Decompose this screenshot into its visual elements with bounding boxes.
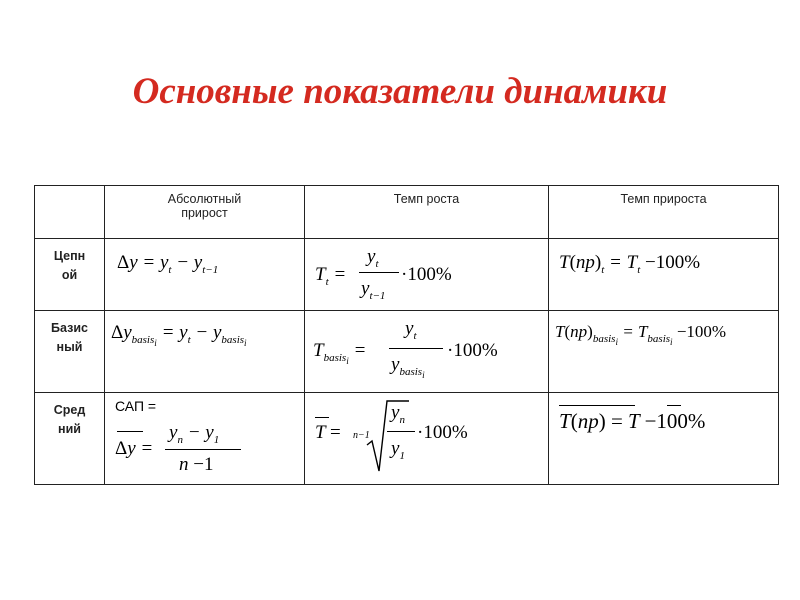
table-row-average bbox=[35, 393, 779, 485]
formula-basis-growth: $T_{basis_i}$ = $y_t$ $y_{basis_i}$ ·100% bbox=[305, 311, 549, 393]
formula-chain-absolute: $\Delta y = y_t - y_{t-1}$ bbox=[105, 239, 305, 311]
dynamics-indicators-table bbox=[34, 185, 779, 485]
header-absolute-increase bbox=[105, 186, 305, 239]
header-empty-cell bbox=[35, 186, 105, 239]
row-label-average: Сред ний bbox=[35, 393, 105, 485]
header-increase-rate: Темп прироста bbox=[549, 186, 779, 239]
formula-chain-growth: $T_t$ = $y_t$ $y_{t-1}$ ·100% bbox=[305, 239, 549, 311]
formula-average-absolute: САП = Δy = $y_n - y_1$ n −1 bbox=[105, 393, 305, 485]
header-growth-rate: Темп роста bbox=[305, 186, 549, 239]
row-label-basis: Базис ный bbox=[35, 311, 105, 393]
formula-chain-increase: $T(np)_t = T_t -100\%$ bbox=[549, 239, 779, 311]
page-title: Основные показатели динамики bbox=[132, 71, 668, 112]
table-header-row bbox=[35, 186, 779, 239]
table-row-chain bbox=[35, 239, 779, 311]
header-absolute-line1: Абсолютный bbox=[167, 192, 242, 206]
formula-basis-increase: $T(np)_{basis_i} = T_{basis_i} -100\%$ bbox=[549, 311, 779, 393]
header-absolute-line2: прирост bbox=[181, 206, 228, 220]
formula-average-increase: T(np) = T −100% bbox=[549, 393, 779, 485]
row-label-chain: Цепн ой bbox=[35, 239, 105, 311]
formula-basis-absolute: $\Delta y_{basis_i} = y_t - y_{basis_i}$ bbox=[105, 311, 305, 393]
sap-label: САП = bbox=[115, 398, 157, 414]
table-row-basis bbox=[35, 311, 779, 393]
formula-average-growth: T = n−1 $y_n$ $y_1$ ·100% bbox=[305, 393, 549, 485]
